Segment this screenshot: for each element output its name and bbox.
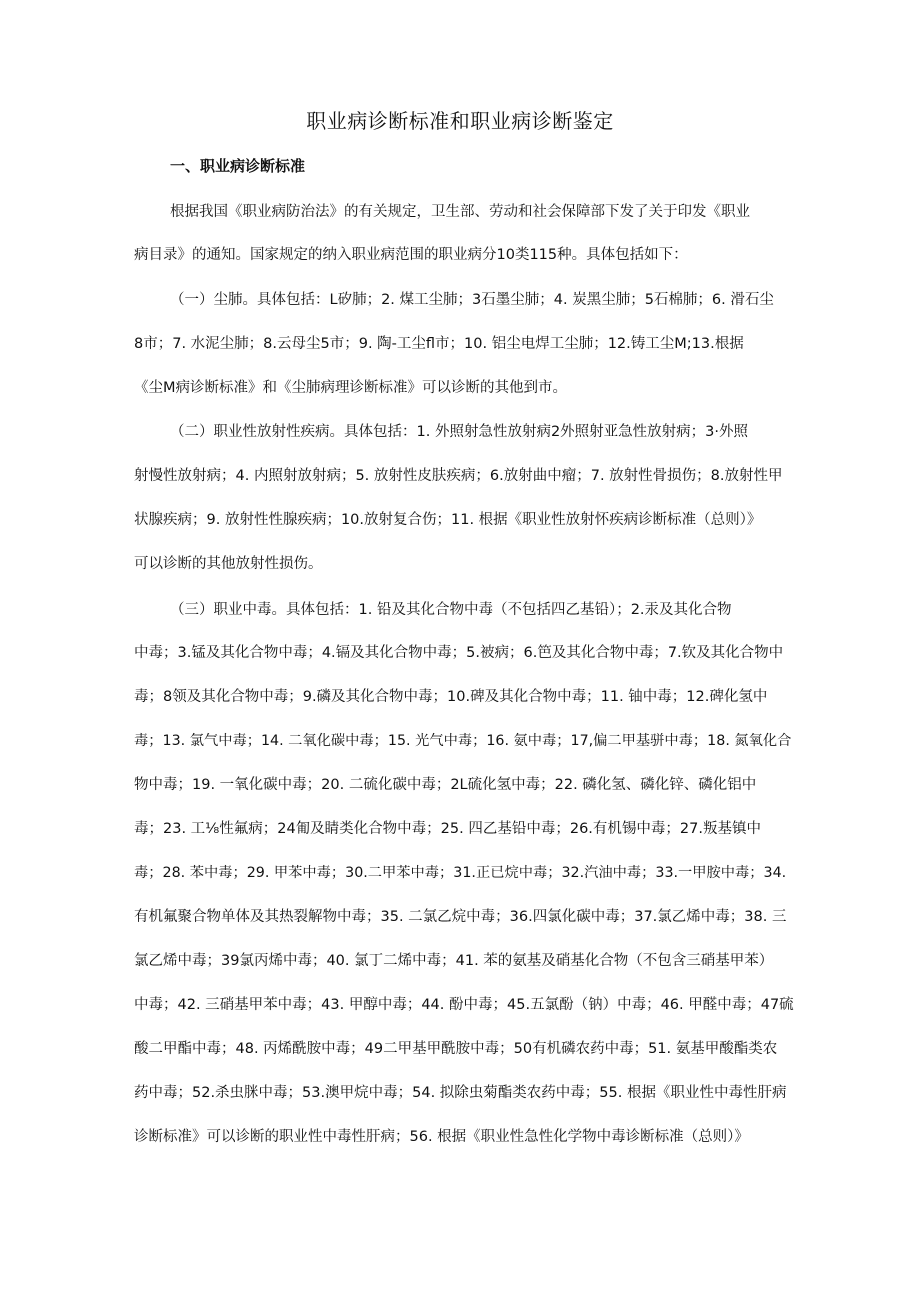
paragraph-line: 射慢性放射病；4. 内照射放射病；5. 放射性皮肤疾病；6.放射曲中瘤；7. 放射性骨损伤；8.放射性甲 [134, 468, 783, 484]
paragraph-line: 状腺疾病；9. 放射性性腺疾病；10.放射复合伤；11. 根据《职业性放射怀疾病诊断标准（总则）》 [134, 512, 762, 528]
paragraph-line: 有机氟聚合物单体及其热裂解物中毒；35. 二氯乙烷中毒；36.四氯化碳中毒；37.氯乙烯中毒；38. 三 [134, 909, 787, 925]
paragraph-line: 酸二甲酯中毒；48. 丙烯酰胺中毒；49二甲基甲酰胺中毒；50有机磷农药中毒；51. 氨基甲酸酯类农 [134, 1041, 778, 1057]
paragraph-line: （三）职业中毒。具体包括：1. 铅及其化合物中毒（不包括四乙基铅）；2.汞及其化合物 [170, 602, 732, 618]
section-heading: 一、职业病诊断标准 [170, 157, 306, 175]
paragraph-line: 药中毒；52.杀虫脒中毒；53.澳甲烷中毒；54. 拟除虫菊酯类农药中毒；55. 根据《职业性中毒性肝病 [134, 1085, 787, 1101]
paragraph-line: （二）职业性放射性疾病。具体包括：1. 外照射急性放射病2外照射亚急性放射病；3·外照 [170, 424, 749, 440]
paragraph-line: 诊断标准》可以诊断的职业性中毒性肝病；56. 根据《职业性急性化学物中毒诊断标准（总则）》 [134, 1129, 749, 1145]
paragraph-line: 根据我国《职业病防治法》的有关规定，卫生部、劳动和社会保障部下发了关于印发《职业 [170, 204, 750, 220]
paragraph-line: （一）尘肺。具体包括：L矽肺；2. 煤工尘肺；3石墨尘肺；4. 炭黑尘肺；5石棉肺；6. 滑石尘 [170, 292, 774, 308]
paragraph-line: 物中毒；19. 一氧化碳中毒；20. 二硫化碳中毒；2L硫化氢中毒；22. 磷化氢、磷化锌、磷化铝中 [134, 777, 757, 793]
paragraph-line: 《尘M病诊断标准》和《尘肺病理诊断标准》可以诊断的其他到市。 [134, 380, 568, 396]
paragraph-line: 中毒；3.锰及其化合物中毒；4.镉及其化合物中毒；5.被病；6.笆及其化合物中毒；7.钦及其化合物中 [134, 645, 784, 661]
paragraph-line: 毒；23. 工⅛性氟病；24匍及睛类化合物中毒；25. 四乙基铅中毒；26.有机锡中毒；27.叛基镇中 [134, 821, 761, 837]
paragraph-line: 8市；7. 水泥尘肺；8.云母尘5市；9. 陶-工尘fl市；10. 铝尘电焊工尘肺；12.铸工尘M;13.根据 [134, 336, 744, 352]
paragraph-line: 可以诊断的其他放射性损伤。 [134, 556, 323, 572]
paragraph-line: 病目录》的通知。国家规定的纳入职业病范围的职业病分10类115种。具体包括如下： [134, 247, 688, 263]
paragraph-line: 毒；28. 苯中毒；29. 甲苯中毒；30.二甲苯中毒；31.正已烷中毒；32.汽油中毒；33.一甲胺中毒；34. [134, 865, 787, 881]
paragraph-line: 毒；8领及其化合物中毒；9.磷及其化合物中毒；10.碑及其化合物中毒；11. 铀中毒；12.碑化氢中 [134, 689, 768, 705]
document-title: 职业病诊断标准和职业病诊断鉴定 [306, 109, 614, 133]
paragraph-line: 中毒；42. 三硝基甲苯中毒；43. 甲醇中毒；44. 酚中毒；45.五氯酚（钠）中毒；46. 甲醛中毒；47硫 [134, 997, 794, 1013]
paragraph-line: 毒；13. 氯气中毒；14. 二氧化碳中毒；15. 光气中毒；16. 氨中毒；17,偏二甲基骈中毒；18. 氮氧化合 [134, 733, 792, 749]
paragraph-line: 氯乙烯中毒；39氯丙烯中毒；40. 氯丁二烯中毒；41. 苯的氨基及硝基化合物（不包含三硝基甲苯） [134, 953, 774, 969]
